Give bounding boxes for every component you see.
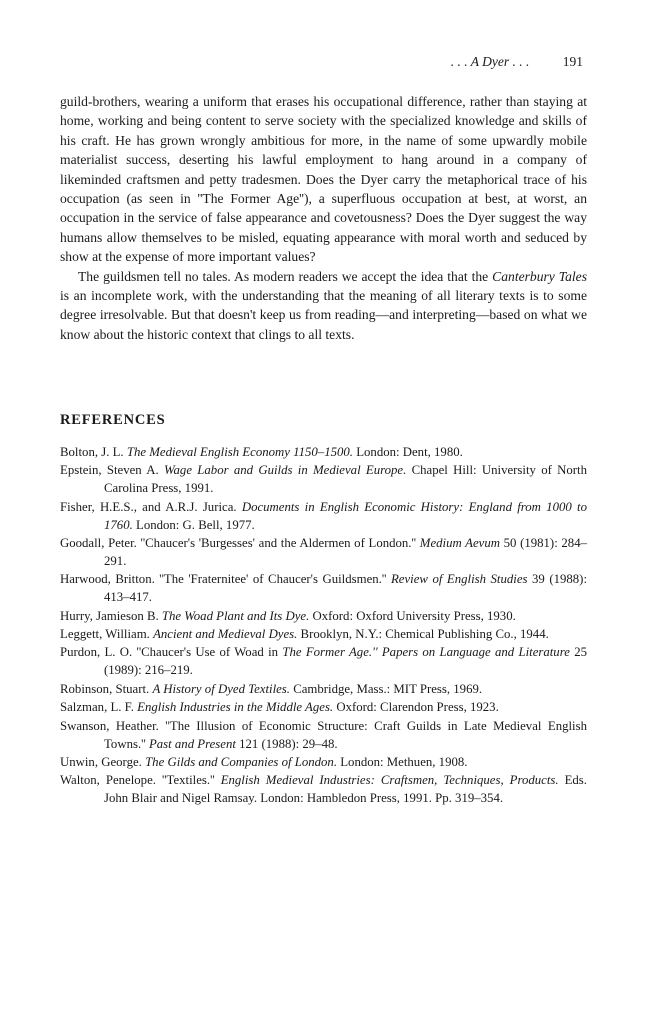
paragraph-2-before: The guildsmen tell no tales. As modern readers we accept the idea that the	[78, 268, 493, 284]
references-heading: REFERENCES	[60, 412, 166, 428]
reference-entry: Robinson, Stuart. A History of Dyed Textiles. Cambridge, Mass.: MIT Press, 1969.	[60, 681, 483, 696]
reference-entry: Harwood, Britton. ''The 'Fraternitee' of Chaucer's Guildsmen.'' Review of English Studies 39 (1988): 413–417.	[60, 572, 587, 605]
page-number: 191	[562, 54, 583, 69]
paragraph-1: guild-brothers, wearing a uniform that erases his occupational difference, rather than staying at home, working and being content to serve society with the specialized knowledge and skills of his craft. He has grown wrongly ambitious for more, in the name of some upwardly mobile materialist success, deserting his lawful employment to hang around in a company of likeminded craftsmen and petty tradesmen. Does the Dyer carry the metaphorical trace of his occupation (as seen in ''The Former Age''), a superfluous occupation at best, at worst, an occupation in the service of false appearance and covetousness? Does the Dyer suggest the way humans allow themselves to be misled, equating appearance with moral worth and seduced by show at the expense of more important values?	[60, 94, 587, 265]
running-head	[0, 54, 583, 70]
reference-entry: Fisher, H.E.S., and A.R.J. Jurica. Documents in English Economic History: England from 1000 to 1760. London: G. Bell, 1977.	[60, 499, 587, 532]
reference-entry: Swanson, Heather. ''The Illusion of Economic Structure: Craft Guilds in Late Medieval English Towns.'' Past and Present 121 (1988): 29–48.	[60, 718, 587, 751]
body-text	[60, 92, 587, 344]
running-head-title: . . . A Dyer . . .	[450, 54, 530, 69]
reference-entry: Purdon, L. O. ''Chaucer's Use of Woad in The Former Age.'' Papers on Language and Literature 25 (1989): 216–219.	[60, 645, 587, 678]
paragraph-2-after: is an incomplete work, with the understanding that the meaning of all literary texts is to some degree irresolvable. But that doesn't keep us from reading—and interpreting—based on what we know about the historic context that clings to all texts.	[60, 288, 587, 342]
reference-entry: Unwin, George. The Gilds and Companies of London. London: Methuen, 1908.	[60, 754, 468, 769]
reference-entry: Leggett, William. Ancient and Medieval Dyes. Brooklyn, N.Y.: Chemical Publishing Co., 1944.	[60, 627, 549, 642]
reference-entry: Goodall, Peter. ''Chaucer's 'Burgesses' and the Aldermen of London.'' Medium Aevum 50 (1981): 284–291.	[60, 536, 587, 568]
reference-entry: Epstein, Steven A. Wage Labor and Guilds in Medieval Europe. Chapel Hill: University of North Carolina Press, 1991.	[60, 463, 588, 496]
reference-entry: Salzman, L. F. English Industries in the Middle Ages. Oxford: Clarendon Press, 1923.	[60, 700, 499, 715]
paragraph-2-italic-title: Canterbury Tales	[492, 268, 587, 284]
reference-entry: Walton, Penelope. ''Textiles.'' English Medieval Industries: Craftsmen, Techniques, Products. Eds. John Blair and Nigel Ramsay. London: Hambledon Press, 1991. Pp. 319–354.	[60, 773, 587, 806]
paragraph-2	[60, 267, 587, 345]
reference-entry: Hurry, Jamieson B. The Woad Plant and Its Dye. Oxford: Oxford University Press, 1930.	[60, 608, 516, 623]
reference-entry: Bolton, J. L. The Medieval English Economy 1150–1500. London: Dent, 1980.	[60, 445, 463, 459]
references-list	[60, 444, 587, 809]
